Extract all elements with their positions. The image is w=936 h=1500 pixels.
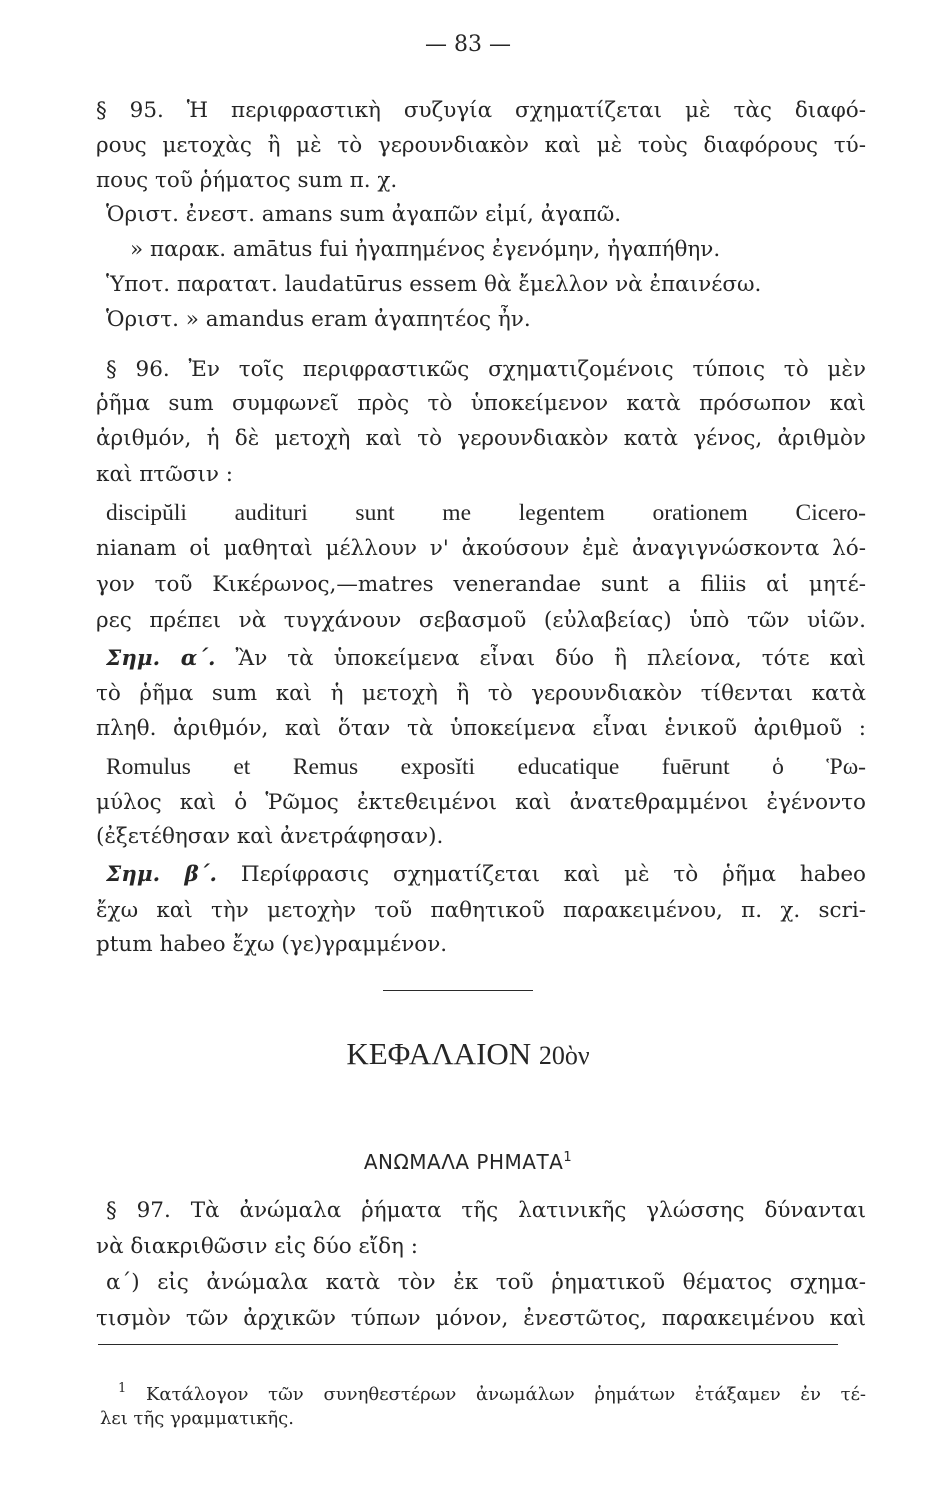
note-a-label: Σημ. α΄. bbox=[106, 646, 216, 671]
chapter-number: 20ὸν bbox=[538, 1041, 590, 1070]
note-b-text: Περίφρασις σχηματίζεται καὶ μὲ τὸ ῥῆμα habeo bbox=[240, 862, 866, 887]
sec96-line-5: discipŭli audituri sunt me legentem orationem Cicero- bbox=[106, 500, 866, 526]
note-a-line-4: Romulus et Remus exposĭti educatique fuērunt ὁ Ῥω- bbox=[106, 754, 866, 780]
note-b-line-1 bbox=[106, 860, 866, 890]
chapter-subtitle bbox=[0, 1144, 936, 1176]
note-a-line-6: (ἐξετέθησαν καὶ ἀνετράφησαν). bbox=[96, 824, 444, 849]
page-number: — 83 — bbox=[425, 32, 511, 57]
footnote-line-2: λει τῆς γραμματικῆς. bbox=[100, 1408, 294, 1429]
note-b-line-2: ἔχω καὶ τὴν μετοχὴν τοῦ παθητικοῦ παρακειμένου, π. χ. scri- bbox=[96, 898, 866, 923]
footnote-text-1: Κατάλογον τῶν συνηθεστέρων ἀνωμάλων ῥημάτων ἐτάξαμεν ἐν τέ- bbox=[145, 1384, 866, 1405]
chapter-footnote-mark: 1 bbox=[563, 1150, 573, 1165]
sec95-row-3: Ὑποτ. παρατατ. laudatūrus essem θὰ ἔμελλον νὰ ἐπαινέσω. bbox=[106, 272, 762, 297]
sec96-line-8: ρες πρέπει νὰ τυγχάνουν σεβασμοῦ (εὐλαβείας) ὑπὸ τῶν υἱῶν. bbox=[96, 608, 866, 633]
sec95-row-1: Ὁριστ. ἐνεστ. amans sum ἀγαπῶν εἰμί, ἀγαπῶ. bbox=[106, 202, 622, 227]
sec95-row-4: Ὁριστ. » amandus eram ἀγαπητέος ἦν. bbox=[106, 307, 531, 332]
sec96-line-4: καὶ πτῶσιν : bbox=[96, 462, 234, 487]
sec96-line-2: ῥῆμα sum συμφωνεῖ πρὸς τὸ ὑποκείμενον κατὰ πρόσωπον καὶ bbox=[96, 391, 866, 416]
footnote-rule bbox=[98, 1344, 838, 1345]
chapter-title: ΚΕΦΑΛΑΙΟΝ bbox=[346, 1036, 532, 1071]
note-b-line-3: ptum habeo ἔχω (γε)γραμμένον. bbox=[96, 932, 448, 957]
note-a-text: Ἂν τὰ ὑποκείμενα εἶναι δύο ἢ πλείονα, τότε καὶ bbox=[235, 646, 866, 671]
sec96-line-6: nianam οἱ μαθηταὶ μέλλουν ν' ἀκούσουν ἐμὲ ἀναγιγνώσκοντα λό- bbox=[96, 536, 866, 561]
sec95-row-2: » παρακ. amātus fui ἠγαπημένος ἐγενόμην, ἠγαπήθην. bbox=[130, 237, 721, 262]
note-a-line-5: μύλος καὶ ὁ Ῥῶμος ἐκτεθειμένοι καὶ ἀνατεθραμμένοι ἐγένοντο bbox=[96, 790, 866, 815]
note-a-line-1 bbox=[106, 644, 866, 674]
sec97-line-4: τισμὸν τῶν ἀρχικῶν τύπων μόνον, ἐνεστῶτος, παρακειμένου καὶ bbox=[96, 1306, 866, 1331]
sec97-line-3: α΄) εἰς ἀνώμαλα κατὰ τὸν ἐκ τοῦ ῥηματικοῦ θέματος σχημα- bbox=[106, 1270, 866, 1295]
note-a-line-3: πληθ. ἀριθμόν, καὶ ὅταν τὰ ὑποκείμενα εἶναι ἑνικοῦ ἀριθμοῦ : bbox=[96, 716, 866, 741]
note-a-line-2: τὸ ῥῆμα sum καὶ ἡ μετοχὴ ἢ τὸ γερουνδιακὸν τίθενται κατὰ bbox=[96, 681, 866, 706]
sec95-line-3: πους τοῦ ῥήματος sum π. χ. bbox=[96, 168, 398, 193]
sec96-line-7: γον τοῦ Κικέρωνος,—matres venerandae sunt a filiis αἱ μητέ- bbox=[96, 572, 866, 597]
sec96-line-3: ἀριθμόν, ἡ δὲ μετοχὴ καὶ τὸ γερουνδιακὸν κατὰ γένος, ἀριθμὸν bbox=[96, 426, 866, 451]
section-divider bbox=[383, 990, 533, 991]
sec96-line-1: § 96. Ἐν τοῖς περιφραστικῶς σχηματιζομένοις τύποις τὸ μὲν bbox=[106, 357, 866, 382]
chapter-subtitle-text: ΑΝΩΜΑΛΑ ΡΗΜΑΤΑ bbox=[363, 1150, 564, 1174]
footnote-mark: 1 bbox=[118, 1381, 127, 1396]
chapter-heading bbox=[0, 1034, 936, 1076]
sec97-line-2: νὰ διακριθῶσιν εἰς δύο εἴδη : bbox=[96, 1234, 419, 1259]
sec95-line-1: § 95. Ἡ περιφραστικὴ συζυγία σχηματίζεται μὲ τὰς διαφό- bbox=[96, 98, 866, 123]
sec97-line-1: § 97. Τὰ ἀνώμαλα ῥήματα τῆς λατινικῆς γλώσσης δύνανται bbox=[106, 1198, 866, 1223]
sec95-line-2: ρους μετοχὰς ἢ μὲ τὸ γερουνδιακὸν καὶ μὲ τοὺς διαφόρους τύ- bbox=[96, 133, 866, 158]
footnote-line-1 bbox=[118, 1376, 866, 1408]
note-b-label: Σημ. β΄. bbox=[106, 862, 218, 887]
